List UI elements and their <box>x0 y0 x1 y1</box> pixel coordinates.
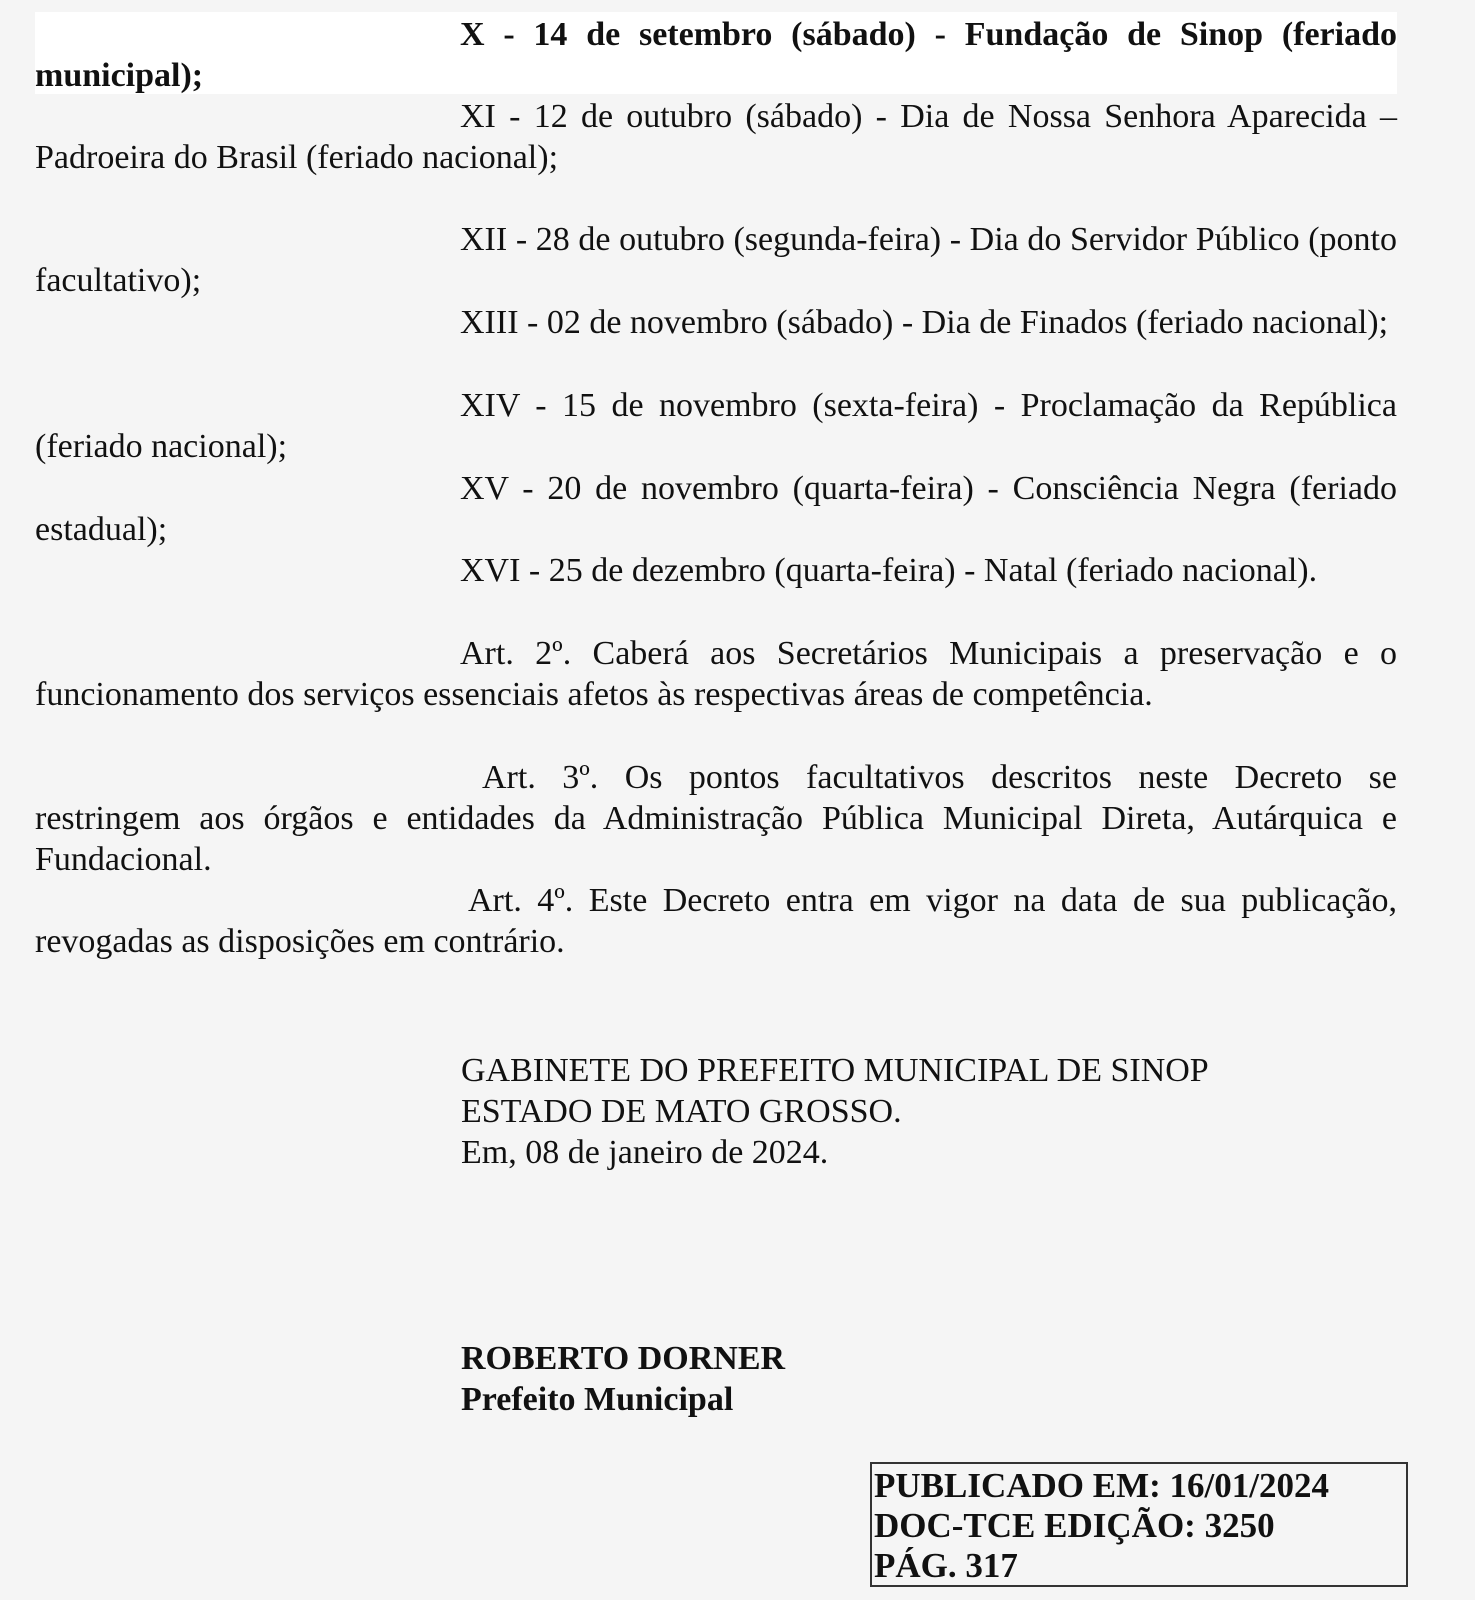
item-x: X - 14 de setembro (sábado) - Fundação de Sinop (feriado municipal); <box>35 16 1397 94</box>
item-xvi: XVI - 25 de dezembro (quarta-feira) - Natal (feriado nacional). <box>460 552 1318 589</box>
item-xi: XI - 12 de outubro (sábado) - Dia de Nossa Senhora Aparecida – Padroeira do Brasil (feriado nacional); <box>35 98 1397 176</box>
signatory-title: Prefeito Municipal <box>461 1381 734 1418</box>
stamp-edition: DOC-TCE EDIÇÃO: 3250 <box>874 1506 1275 1545</box>
closing-office: GABINETE DO PREFEITO MUNICIPAL DE SINOP <box>461 1052 1209 1089</box>
closing-state: ESTADO DE MATO GROSSO. <box>461 1093 902 1130</box>
signature-block <box>461 1338 785 1420</box>
item-xii: XII - 28 de outubro (segunda-feira) - Dia do Servidor Público (ponto facultativo); <box>35 221 1397 299</box>
stamp-published: PUBLICADO EM: 16/01/2024 <box>874 1466 1329 1505</box>
publication-stamp <box>870 1462 1408 1587</box>
item-xiv: XIV - 15 de novembro (sexta-feira) - Proclamação da República (feriado nacional); <box>35 387 1397 465</box>
item-xv: XV - 20 de novembro (quarta-feira) - Consciência Negra (feriado estadual); <box>35 470 1397 548</box>
item-xiii: XIII - 02 de novembro (sábado) - Dia de Finados (feriado nacional); <box>460 304 1389 341</box>
article-2: Art. 2º. Caberá aos Secretários Municipais a preservação e o funcionamento dos serviços essenciais afetos às respectivas áreas de competência. <box>35 635 1397 713</box>
signatory-name: ROBERTO DORNER <box>461 1340 786 1377</box>
closing-block <box>461 1050 1209 1173</box>
stamp-page: PÁG. 317 <box>874 1546 1018 1585</box>
article-4: Art. 4º. Este Decreto entra em vigor na data de sua publicação, revogadas as disposições em contrário. <box>35 882 1397 960</box>
article-3: Art. 3º. Os pontos facultativos descritos neste Decreto se restringem aos órgãos e entidades da Administração Pública Municipal Direta, Autárquica e Fundacional. <box>35 759 1397 878</box>
closing-date: Em, 08 de janeiro de 2024. <box>461 1134 829 1171</box>
